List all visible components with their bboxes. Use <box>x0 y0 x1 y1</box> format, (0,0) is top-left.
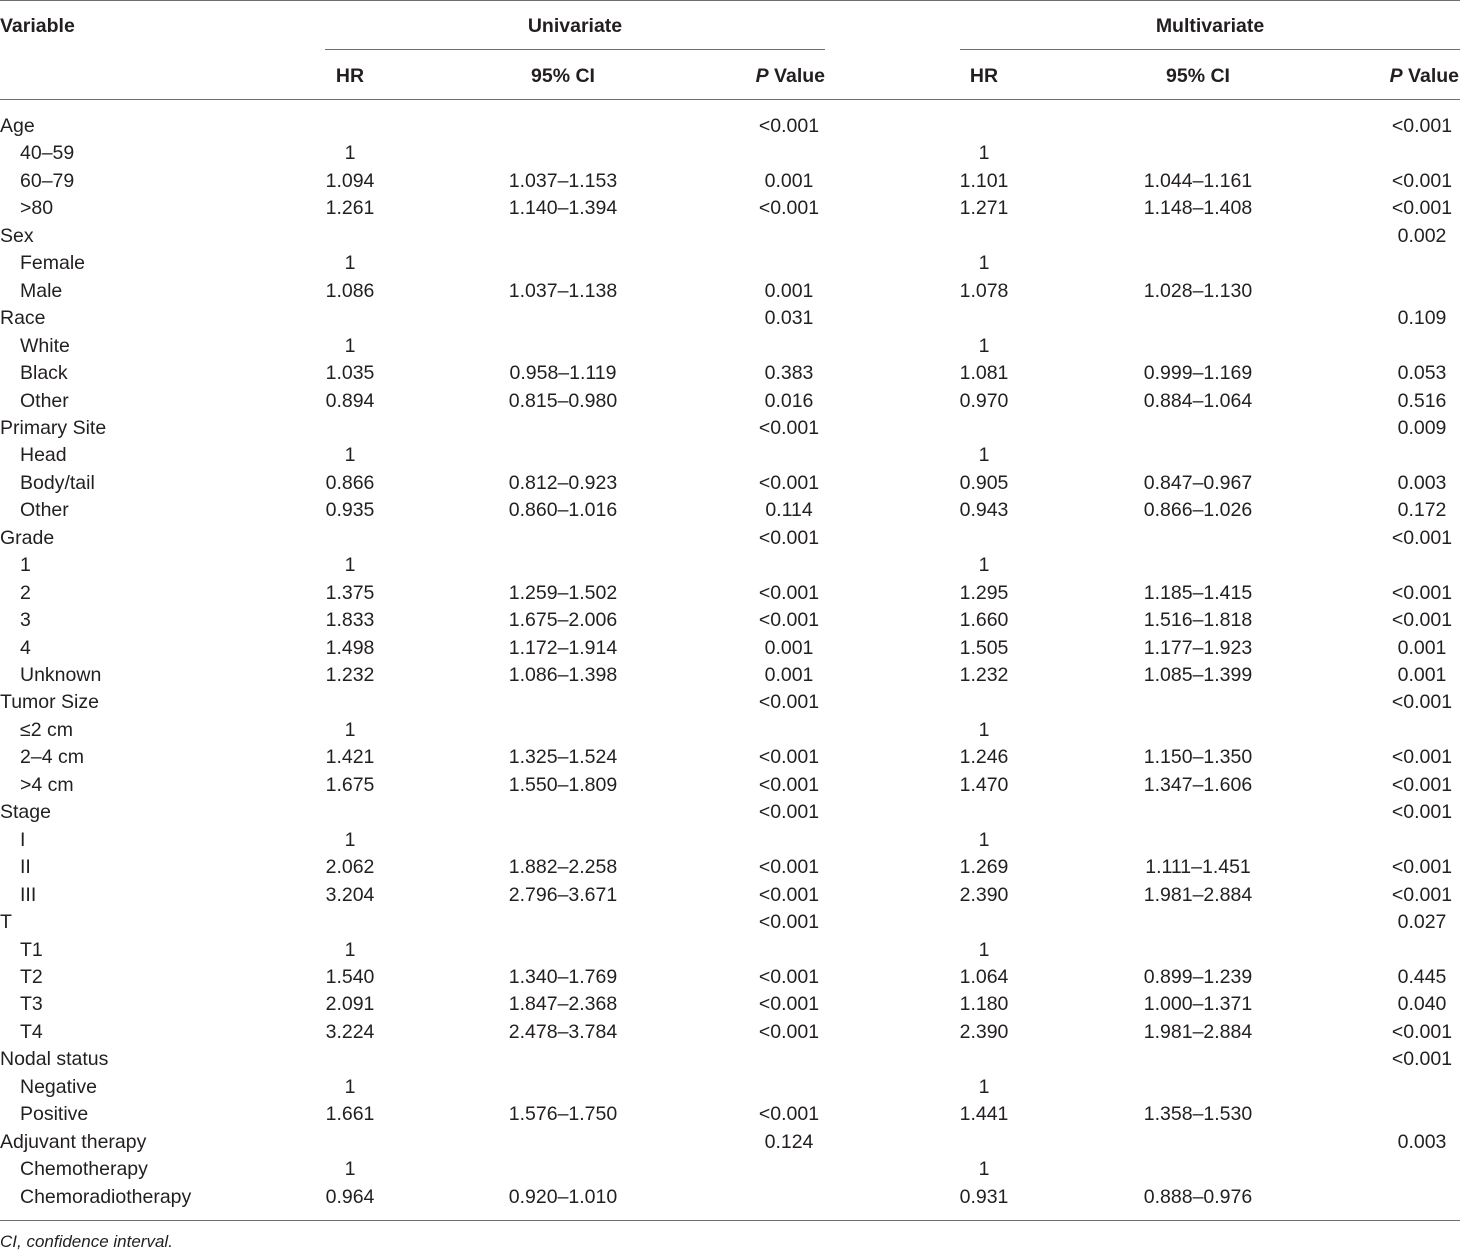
row-sublabel: Chemoradiotherapy <box>20 1185 192 1208</box>
row-sublabel: II <box>20 856 31 879</box>
univariate-hr-cell: 2.091 <box>325 993 375 1016</box>
row-sublabel: T4 <box>20 1020 43 1043</box>
multivariate-hr-cell: 1.269 <box>959 856 1009 879</box>
multivariate-hr-cell: 0.931 <box>959 1185 1009 1208</box>
univariate-hr-cell: 1.035 <box>325 362 375 385</box>
univariate-ci-cell: 1.675–2.006 <box>508 609 618 632</box>
row-sublabel: III <box>20 883 37 906</box>
univariate-p-cell: <0.001 <box>758 691 820 714</box>
multivariate-ci-cell: 1.981–2.884 <box>1143 1020 1253 1043</box>
row-sublabel: Negative <box>20 1075 97 1098</box>
multivariate-ci-cell: 1.516–1.818 <box>1143 609 1253 632</box>
univariate-group-header: Univariate <box>527 15 623 37</box>
univariate-p-cell: <0.001 <box>758 856 820 879</box>
univariate-ci-cell: 0.812–0.923 <box>508 471 618 494</box>
multivariate-hr-cell: 1.660 <box>959 609 1009 632</box>
row-sublabel: T2 <box>20 965 43 988</box>
multivariate-hr-cell: 1.470 <box>959 773 1009 796</box>
univariate-p-cell: <0.001 <box>758 911 820 934</box>
multivariate-hr-cell: 1 <box>978 334 990 357</box>
multivariate-hr-cell: 1.295 <box>959 581 1009 604</box>
univariate-hr-cell: 0.935 <box>325 499 375 522</box>
multivariate-hr-cell: 1 <box>978 142 990 165</box>
multivariate-p-cell: 0.040 <box>1397 993 1447 1016</box>
variable-column-header: Variable <box>0 15 75 37</box>
univariate-ci-cell: 0.860–1.016 <box>508 499 618 522</box>
multivariate-p-cell: <0.001 <box>1391 526 1453 549</box>
univariate-p-cell: <0.001 <box>758 883 820 906</box>
univariate-hr-cell: 1 <box>344 1158 356 1181</box>
multivariate-hr-cell: 0.943 <box>959 499 1009 522</box>
row-sublabel: ≤2 cm <box>20 718 73 741</box>
multivariate-ci-cell: 1.044–1.161 <box>1143 169 1253 192</box>
univariate-hr-cell: 3.204 <box>325 883 375 906</box>
row-sublabel: 40–59 <box>20 142 75 165</box>
multivariate-p-cell: 0.001 <box>1397 664 1447 686</box>
univariate-ci-cell: 1.259–1.502 <box>508 581 618 604</box>
row-group-label: T <box>0 911 12 934</box>
multivariate-ci-cell: 1.177–1.923 <box>1143 636 1253 659</box>
univariate-hr-cell: 1 <box>344 554 356 577</box>
multivariate-hr-cell: 1 <box>978 444 990 467</box>
multivariate-ci-cell: 1.981–2.884 <box>1143 883 1253 906</box>
univariate-ci-cell: 0.815–0.980 <box>508 389 618 412</box>
multivariate-hr-cell: 1 <box>978 252 990 275</box>
row-sublabel: Chemotherapy <box>20 1158 148 1181</box>
univariate-p-cell: <0.001 <box>758 471 820 494</box>
multivariate-ci-cell: 0.999–1.169 <box>1143 362 1253 385</box>
univariate-hr-cell: 1.540 <box>325 965 375 988</box>
univariate-ci-cell: 2.796–3.671 <box>508 883 618 906</box>
univariate-hr-cell: 1.086 <box>325 279 375 302</box>
multivariate-hr-cell: 0.905 <box>959 471 1009 494</box>
row-sublabel: Female <box>20 252 86 275</box>
univariate-hr-cell: 3.224 <box>325 1020 375 1043</box>
multivariate-ci-cell: 0.888–0.976 <box>1143 1185 1253 1208</box>
multivariate-hr-cell: 1.246 <box>959 746 1009 769</box>
multivariate-p-cell: 0.002 <box>1397 224 1447 247</box>
univariate-ci-header: 95% CI <box>531 65 595 87</box>
multivariate-ci-cell: 1.347–1.606 <box>1143 773 1253 796</box>
univariate-p-cell: <0.001 <box>758 773 820 796</box>
row-sublabel: 60–79 <box>20 169 75 192</box>
multivariate-ci-cell: 1.085–1.399 <box>1143 664 1253 686</box>
univariate-ci-cell: 1.325–1.524 <box>508 746 618 769</box>
multivariate-ci-cell: 0.847–0.967 <box>1143 471 1253 494</box>
p-value-text: Value <box>768 65 825 87</box>
row-sublabel: 4 <box>20 636 31 659</box>
univariate-ci-cell: 1.172–1.914 <box>508 636 618 659</box>
univariate-hr-cell: 1.375 <box>325 581 375 604</box>
univariate-p-cell: <0.001 <box>758 993 820 1016</box>
univariate-ci-cell: 1.882–2.258 <box>508 856 618 879</box>
univariate-hr-header: HR <box>335 65 365 87</box>
univariate-ci-cell: 1.550–1.809 <box>508 773 618 796</box>
row-group-label: Race <box>0 307 46 330</box>
table-footnote: CI, confidence interval. <box>0 1232 173 1251</box>
row-group-label: Adjuvant therapy <box>0 1130 147 1153</box>
row-sublabel: 1 <box>20 554 31 577</box>
multivariate-hr-cell: 1.441 <box>959 1103 1009 1126</box>
multivariate-p-cell: 0.172 <box>1397 499 1447 522</box>
univariate-p-cell: <0.001 <box>758 965 820 988</box>
univariate-p-cell: 0.001 <box>764 279 814 302</box>
multivariate-p-cell: <0.001 <box>1391 1048 1453 1071</box>
multivariate-p-cell: 0.516 <box>1397 389 1447 412</box>
multivariate-p-cell: <0.001 <box>1391 856 1453 879</box>
multivariate-p-cell: <0.001 <box>1391 883 1453 906</box>
row-sublabel: Other <box>20 389 69 412</box>
multivariate-p-cell: 0.003 <box>1397 471 1447 494</box>
row-sublabel: Other <box>20 499 69 522</box>
multivariate-p-cell: 0.009 <box>1397 416 1447 439</box>
univariate-hr-cell: 1 <box>344 718 356 741</box>
multivariate-p-cell: 0.053 <box>1397 362 1447 385</box>
univariate-p-cell: 0.114 <box>765 499 813 522</box>
univariate-p-cell: <0.001 <box>758 115 820 137</box>
univariate-hr-cell: 0.894 <box>325 389 375 412</box>
univariate-p-cell: <0.001 <box>758 801 820 824</box>
univariate-p-cell: <0.001 <box>758 1020 820 1043</box>
univariate-hr-cell: 1.498 <box>325 636 375 659</box>
multivariate-p-cell: 0.445 <box>1397 965 1447 988</box>
univariate-ci-cell: 1.086–1.398 <box>508 664 618 686</box>
row-sublabel: >80 <box>20 197 54 220</box>
multivariate-ci-cell: 1.000–1.371 <box>1143 993 1253 1016</box>
row-sublabel: Unknown <box>20 664 102 686</box>
row-sublabel: T1 <box>20 938 43 961</box>
univariate-p-cell: 0.124 <box>764 1130 814 1153</box>
multivariate-hr-cell: 1 <box>978 1075 990 1098</box>
multivariate-hr-cell: 1.232 <box>959 664 1009 686</box>
univariate-hr-cell: 1 <box>344 444 356 467</box>
univariate-hr-cell: 1 <box>344 252 356 275</box>
multivariate-ci-header: 95% CI <box>1166 65 1230 87</box>
multivariate-ci-cell: 1.111–1.451 <box>1145 856 1251 879</box>
multivariate-p-cell: <0.001 <box>1391 746 1453 769</box>
multivariate-hr-cell: 2.390 <box>959 1020 1009 1043</box>
univariate-p-cell: 0.383 <box>764 362 814 385</box>
multivariate-hr-cell: 1.271 <box>959 197 1009 220</box>
univariate-p-cell: 0.001 <box>764 636 814 659</box>
multivariate-p-cell: <0.001 <box>1391 773 1453 796</box>
multivariate-ci-cell: 1.358–1.530 <box>1143 1103 1253 1126</box>
univariate-ci-cell: 1.037–1.138 <box>508 279 618 302</box>
univariate-hr-cell: 1.261 <box>325 197 375 220</box>
univariate-hr-cell: 2.062 <box>325 856 375 879</box>
row-group-label: Grade <box>0 526 55 549</box>
multivariate-hr-cell: 1 <box>978 554 990 577</box>
univariate-hr-cell: 1 <box>344 828 356 851</box>
multivariate-hr-cell: 1 <box>978 718 990 741</box>
multivariate-hr-cell: 1.180 <box>959 993 1009 1016</box>
univariate-ci-cell: 2.478–3.784 <box>508 1020 618 1043</box>
multivariate-p-cell: 0.027 <box>1397 911 1447 934</box>
row-group-label: Stage <box>0 801 51 824</box>
univariate-p-cell: 0.016 <box>764 389 814 412</box>
multivariate-ci-cell: 0.899–1.239 <box>1143 965 1253 988</box>
univariate-hr-cell: 1.833 <box>325 609 375 632</box>
multivariate-hr-cell: 1 <box>978 1158 990 1181</box>
row-sublabel: Positive <box>20 1103 89 1126</box>
univariate-hr-cell: 1.661 <box>325 1103 375 1126</box>
multivariate-p-cell: <0.001 <box>1391 115 1453 137</box>
univariate-p-cell: <0.001 <box>758 197 820 220</box>
multivariate-hr-cell: 1.101 <box>959 169 1009 192</box>
multivariate-ci-cell: 1.185–1.415 <box>1143 581 1253 604</box>
multivariate-hr-cell: 0.970 <box>959 389 1009 412</box>
univariate-hr-cell: 1 <box>344 142 356 165</box>
univariate-p-cell: <0.001 <box>758 1103 820 1126</box>
univariate-p-cell: <0.001 <box>758 609 820 632</box>
univariate-ci-cell: 0.920–1.010 <box>508 1185 618 1208</box>
multivariate-hr-cell: 1.081 <box>959 362 1009 385</box>
multivariate-hr-cell: 1.505 <box>959 636 1009 659</box>
row-sublabel: Head <box>20 444 67 467</box>
multivariate-p-cell: <0.001 <box>1391 1020 1453 1043</box>
multivariate-p-cell: <0.001 <box>1391 801 1453 824</box>
univariate-ci-cell: 1.340–1.769 <box>508 965 618 988</box>
univariate-ci-cell: 1.140–1.394 <box>508 197 618 220</box>
multivariate-hr-cell: 2.390 <box>959 883 1009 906</box>
multivariate-group-header: Multivariate <box>1155 15 1265 37</box>
row-group-label: Tumor Size <box>0 691 99 714</box>
univariate-hr-cell: 1.421 <box>325 746 375 769</box>
multivariate-p-cell: <0.001 <box>1391 691 1453 714</box>
multivariate-p-cell: <0.001 <box>1391 169 1453 192</box>
multivariate-hr-header: HR <box>969 65 999 87</box>
univariate-ci-cell: 1.576–1.750 <box>508 1103 618 1126</box>
row-sublabel: 2 <box>20 581 31 604</box>
row-sublabel: Male <box>20 279 63 302</box>
univariate-p-cell: 0.001 <box>764 664 814 686</box>
row-sublabel: I <box>20 828 26 851</box>
univariate-p-cell: 0.001 <box>764 169 814 192</box>
univariate-hr-cell: 1.675 <box>325 773 375 796</box>
univariate-p-cell: 0.031 <box>764 307 814 330</box>
univariate-hr-cell: 1.094 <box>325 169 375 192</box>
row-sublabel: 2–4 cm <box>20 746 84 769</box>
p-italic: P <box>1389 65 1403 87</box>
row-sublabel: T3 <box>20 993 43 1016</box>
univariate-p-cell: <0.001 <box>758 416 820 439</box>
row-sublabel: 3 <box>20 609 31 632</box>
multivariate-hr-cell: 1 <box>978 828 990 851</box>
univariate-p-cell: <0.001 <box>758 746 820 769</box>
row-sublabel: Black <box>20 362 68 385</box>
row-group-label: Nodal status <box>0 1048 109 1071</box>
multivariate-p-cell: <0.001 <box>1391 197 1453 220</box>
univariate-hr-cell: 1 <box>344 334 356 357</box>
multivariate-ci-cell: 1.150–1.350 <box>1143 746 1253 769</box>
row-group-label: Age <box>0 115 35 137</box>
p-italic: P <box>755 65 769 87</box>
multivariate-hr-cell: 1 <box>978 938 990 961</box>
multivariate-ci-cell: 1.148–1.408 <box>1143 197 1253 220</box>
univariate-hr-cell: 0.866 <box>325 471 375 494</box>
univariate-hr-cell: 1 <box>344 1075 356 1098</box>
p-value-text: Value <box>1402 65 1459 87</box>
univariate-p-cell: <0.001 <box>758 526 820 549</box>
row-group-label: Primary Site <box>0 416 107 439</box>
row-sublabel: >4 cm <box>20 773 74 796</box>
univariate-ci-cell: 1.037–1.153 <box>508 169 618 192</box>
multivariate-p-cell: <0.001 <box>1391 581 1453 604</box>
univariate-hr-cell: 1 <box>344 938 356 961</box>
multivariate-ci-cell: 0.884–1.064 <box>1143 389 1253 412</box>
multivariate-hr-cell: 1.078 <box>959 279 1009 302</box>
univariate-ci-cell: 0.958–1.119 <box>509 362 617 385</box>
univariate-ci-cell: 1.847–2.368 <box>508 993 618 1016</box>
univariate-hr-cell: 1.232 <box>325 664 375 686</box>
multivariate-p-cell: 0.003 <box>1397 1130 1447 1153</box>
row-sublabel: White <box>20 334 70 357</box>
univariate-p-cell: <0.001 <box>758 581 820 604</box>
row-group-label: Sex <box>0 224 34 247</box>
multivariate-p-cell: <0.001 <box>1391 609 1453 632</box>
multivariate-ci-cell: 1.028–1.130 <box>1143 279 1253 302</box>
row-sublabel: Body/tail <box>20 471 95 494</box>
multivariate-ci-cell: 0.866–1.026 <box>1143 499 1253 522</box>
multivariate-p-cell: 0.001 <box>1397 636 1447 659</box>
multivariate-p-cell: 0.109 <box>1397 307 1447 330</box>
multivariate-hr-cell: 1.064 <box>959 965 1009 988</box>
univariate-hr-cell: 0.964 <box>325 1185 375 1208</box>
